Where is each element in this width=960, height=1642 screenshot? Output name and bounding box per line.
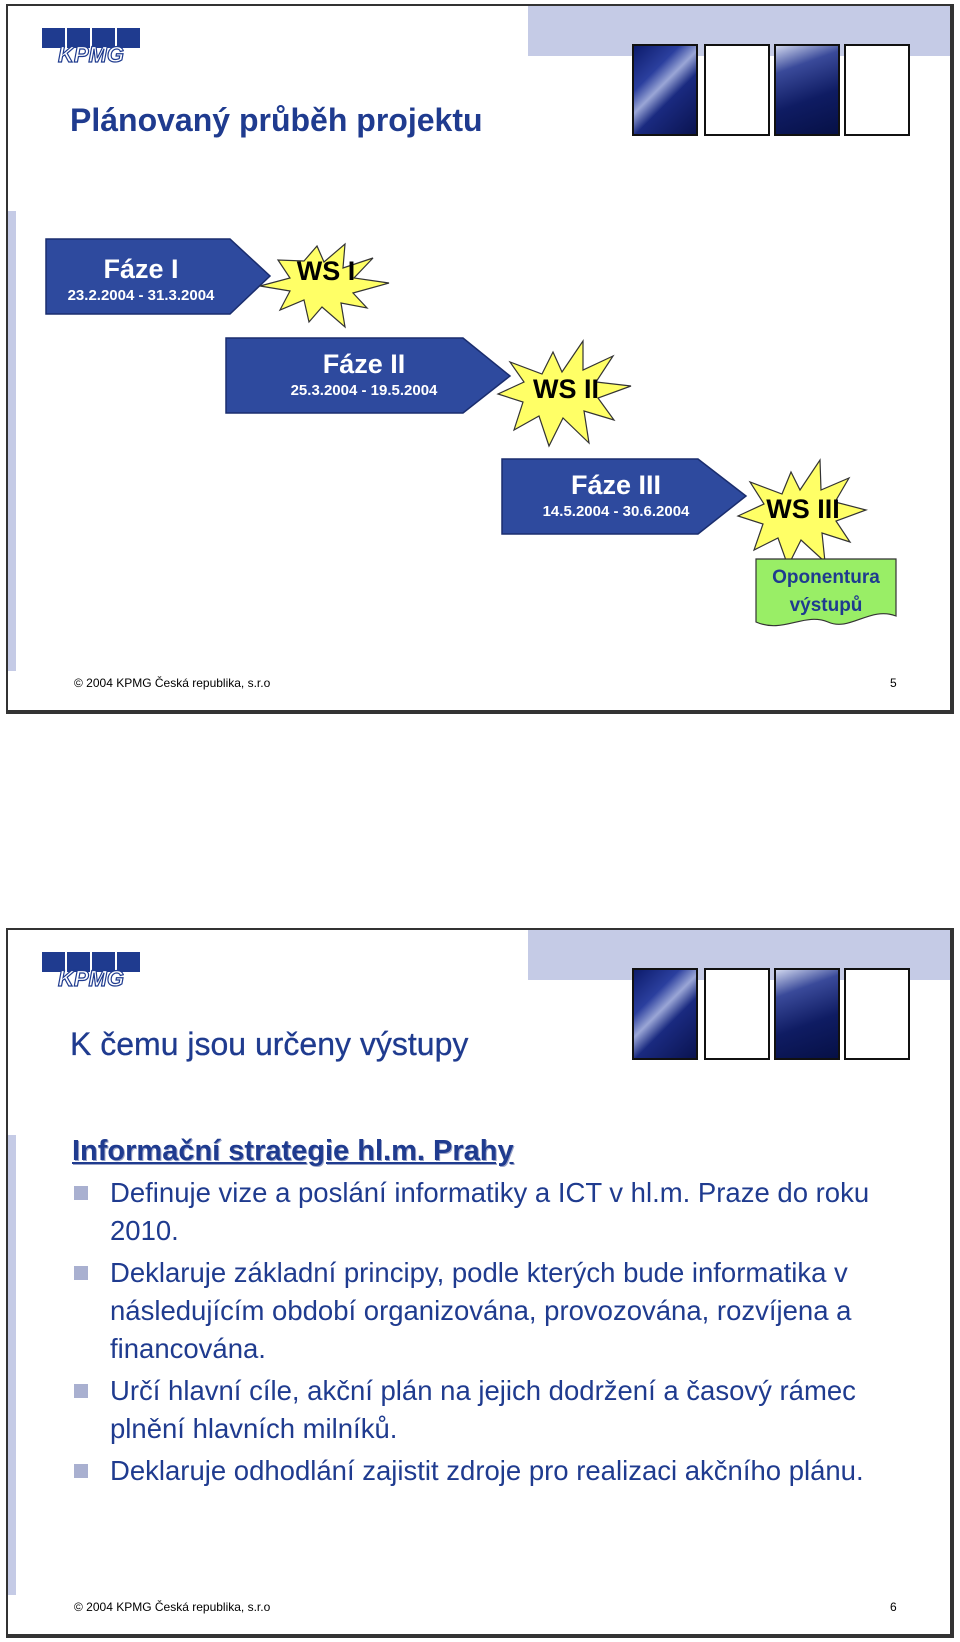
list-item bbox=[72, 1372, 932, 1448]
phase-3-name: Fáze III bbox=[570, 470, 662, 500]
side-accent-bar bbox=[8, 1135, 16, 1595]
bullet-square-icon bbox=[74, 1384, 88, 1398]
section-heading: Informační strategie hl.m. Prahy bbox=[72, 1135, 514, 1167]
phase-2-label bbox=[266, 349, 462, 399]
slide-title: Plánovaný průběh projektu bbox=[70, 102, 483, 138]
header-photo bbox=[632, 968, 698, 1060]
phase-3-label bbox=[528, 470, 704, 520]
header-photo bbox=[774, 968, 840, 1060]
header-photo-frame bbox=[704, 968, 770, 1060]
logo-text: KPMG bbox=[58, 966, 124, 990]
header-photo-frame bbox=[844, 968, 910, 1060]
slide-5 bbox=[6, 4, 954, 714]
phase-1-label bbox=[60, 254, 222, 304]
list-item bbox=[72, 1174, 932, 1250]
page-number: 5 bbox=[890, 676, 897, 690]
bullet-text: Určí hlavní cíle, akční plán na jejich dodržení a časový rámec plnění hlavních milníků. bbox=[110, 1375, 856, 1444]
slide-title: K čemu jsou určeny výstupy bbox=[70, 1026, 469, 1062]
bullet-text: Deklaruje základní principy, podle kterých bude informatika v následujícím období organizována, provozována, rozvíjena a financována. bbox=[110, 1257, 852, 1364]
list-item bbox=[72, 1254, 932, 1368]
footer-copyright: © 2004 KPMG Česká republika, s.r.o bbox=[74, 676, 271, 690]
opponent-review-line-1: Oponentura bbox=[772, 567, 880, 588]
slide-6 bbox=[6, 928, 954, 1638]
ws-1-label: WS I bbox=[296, 256, 356, 286]
opponent-review-label bbox=[756, 564, 896, 620]
list-item bbox=[72, 1452, 932, 1490]
kpmg-logo bbox=[40, 950, 142, 990]
bullet-square-icon bbox=[74, 1266, 88, 1280]
bullet-list bbox=[72, 1174, 932, 1490]
bullet-square-icon bbox=[74, 1464, 88, 1478]
footer-copyright: © 2004 KPMG Česká republika, s.r.o bbox=[74, 1600, 271, 1614]
phase-1-name: Fáze I bbox=[103, 254, 179, 284]
phase-3-dates: 14.5.2004 - 30.6.2004 bbox=[542, 503, 690, 520]
page-number: 6 bbox=[890, 1600, 897, 1614]
bullet-text: Definuje vize a poslání informatiky a ICT v hl.m. Praze do roku 2010. bbox=[110, 1177, 870, 1246]
ws-2-label: WS II bbox=[533, 374, 599, 404]
bullet-text: Deklaruje odhodlání zajistit zdroje pro realizaci akčního plánu. bbox=[110, 1455, 864, 1486]
opponent-review-line-2: výstupů bbox=[789, 595, 863, 616]
header-picture-strip bbox=[632, 968, 928, 1068]
ws-3-label: WS III bbox=[766, 494, 840, 524]
slide-body bbox=[72, 1135, 932, 1494]
phase-2-dates: 25.3.2004 - 19.5.2004 bbox=[290, 382, 438, 399]
phase-2-name: Fáze II bbox=[322, 349, 406, 379]
phase-1-dates: 23.2.2004 - 31.3.2004 bbox=[67, 287, 215, 304]
logo-text: KPMG bbox=[58, 42, 124, 66]
bullet-square-icon bbox=[74, 1186, 88, 1200]
